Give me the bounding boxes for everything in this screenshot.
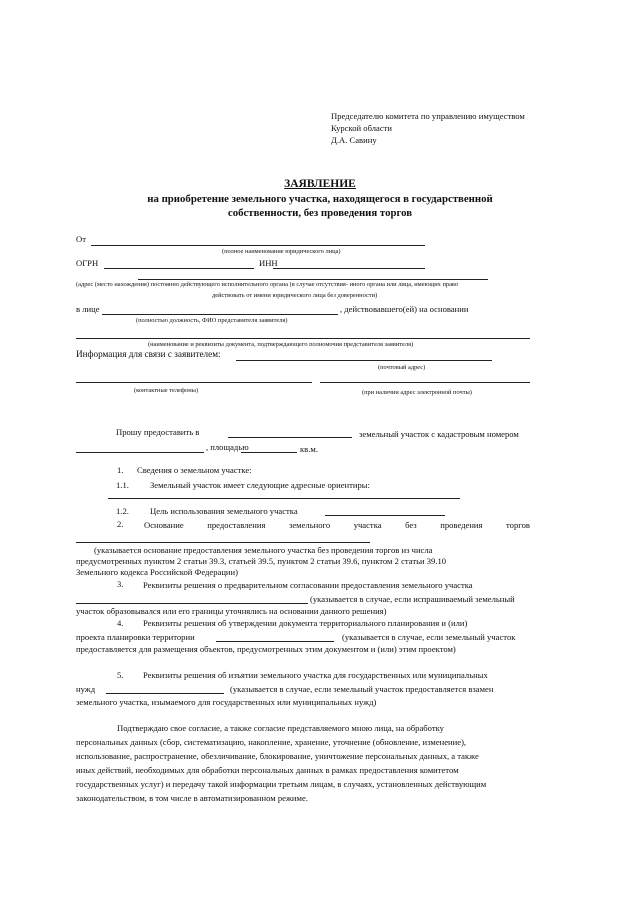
document-subtitle-1: на приобретение земельного участка, находящегося в государственной — [147, 193, 493, 205]
representative-field[interactable] — [102, 314, 338, 315]
document-title: ЗАЯВЛЕНИЕ — [284, 178, 356, 190]
planning-project-field[interactable] — [216, 641, 334, 642]
authority-document-hint: (наименование и реквизиты документа, подтверждающего полномочия представителя заявителя) — [148, 341, 414, 348]
person-label: в лице — [76, 304, 100, 314]
request-text-2: земельный участок с кадастровым номером — [359, 429, 519, 439]
section-1-2-number: 1.2. — [116, 506, 129, 516]
grounds-field[interactable] — [76, 542, 370, 543]
section-5-line-1: Реквизиты решения об изъятии земельного участка для государственных или муниципальных — [143, 670, 488, 680]
contact-info-label: Информация для связи с заявителем: — [76, 349, 221, 359]
section-2-word: земельного — [288, 520, 331, 530]
addressee-line-1: Председателю комитета по управлению имуществом — [331, 111, 525, 121]
section-1-number: 1. — [117, 465, 124, 475]
section-3-line-1: Реквизиты решения о предварительном согласовании предоставления земельного участка — [143, 580, 473, 590]
section-2-heading — [144, 520, 530, 530]
consent-line-2: персональных данных (сбор, систематизацию, накопление, хранение, уточнение (обновление, изменение), — [76, 737, 467, 747]
section-2-hint-3: Земельного кодекса Российской Федерации) — [76, 567, 238, 577]
applicant-name-hint: (полное наименование юридического лица) — [222, 248, 341, 255]
email-field[interactable] — [320, 382, 530, 383]
inn-label: ИНН — [259, 258, 278, 268]
acting-basis-label: , действовавшего(ей) на основании — [340, 304, 469, 314]
section-4-line-3: предоставляется для размещения объектов, предусмотренных этим документом и (или) этим проектом) — [76, 644, 456, 654]
section-4-line-2-label: проекта планировки территории — [76, 632, 195, 642]
section-1-title: Сведения о земельном участке: — [137, 465, 252, 475]
addressee-line-2: Курской области — [331, 123, 393, 133]
phone-hint: (контактные телефоны) — [134, 387, 199, 394]
postal-address-field[interactable] — [236, 360, 492, 361]
section-1-1-number: 1.1. — [116, 480, 129, 490]
section-5-line-2-label: нужд — [76, 684, 96, 694]
postal-address-hint: (почтовый адрес) — [378, 364, 426, 371]
section-1-2-text: Цель использования земельного участка — [150, 506, 298, 516]
inn-field[interactable] — [273, 268, 425, 269]
address-landmarks-field[interactable] — [108, 498, 460, 499]
address-hint-2: действовать от имени юридического лица без доверенности) — [212, 292, 378, 299]
section-2-number: 2. — [117, 519, 124, 529]
section-4-line-1: Реквизиты решения об утверждении документа территориального планирования и (или) — [143, 618, 468, 628]
section-5-line-3: земельного участка, изымаемого для государственных или муниципальных нужд) — [76, 697, 377, 707]
applicant-name-field[interactable] — [91, 245, 425, 246]
consent-line-3: использование, распространение, обезличивание, блокирование, уничтожение персональных данных, а также — [76, 751, 479, 761]
section-2-word: предоставления — [207, 520, 266, 530]
representative-hint: (полностью должность, ФИО представителя заявителя) — [136, 317, 288, 324]
section-2-word: участка — [353, 520, 382, 530]
section-2-word: без — [405, 520, 417, 530]
authority-field[interactable] — [228, 437, 352, 438]
email-hint: (при наличии адрес электронной почты) — [362, 389, 472, 396]
section-5-line-2-hint: (указывается в случае, если земельный участок предоставляется взамен — [230, 684, 494, 694]
preliminary-approval-field[interactable] — [76, 603, 308, 604]
address-field[interactable] — [138, 279, 488, 280]
section-2-word: Основание — [144, 520, 184, 530]
section-1-1-text: Земельный участок имеет следующие адресные ориентиры: — [150, 480, 370, 490]
ogrn-label: ОГРН — [76, 258, 99, 268]
consent-line-6: законодательством, в том числе в автоматизированном режиме. — [76, 793, 308, 803]
section-4-number: 4. — [117, 618, 124, 628]
section-2-hint-2: предусмотренных пунктом 2 статьи 39.3, статьей 39.5, пунктом 2 статьи 39.6, пунктом 2 статьи 39.10 — [76, 556, 447, 566]
request-text-1: Прошу предоставить в — [116, 427, 200, 437]
area-label: , площадью — [206, 442, 249, 452]
area-unit: кв.м. — [300, 444, 318, 454]
document-subtitle-2: собственности, без проведения торгов — [227, 207, 413, 219]
consent-line-4: иных действий, необходимых для обработки персональных данных в рамках предоставления комитетом — [76, 765, 459, 775]
address-hint-1: (адрес (место нахождения) постоянно действующего исполнительного органа (в случае отсутствия- иного органа или лица, имеющих право — [76, 281, 459, 288]
land-use-purpose-field[interactable] — [325, 515, 445, 516]
section-4-line-2-hint: (указывается в случае, если земельный участок — [342, 632, 516, 642]
seizure-decision-field[interactable] — [106, 693, 224, 694]
section-3-line-3: участок образовывался или его границы уточнялись на основании данного решения) — [76, 606, 387, 616]
consent-line-5: государственных услуг) и передачу такой информации третьим лицам, в случаях, установленных действующим — [76, 779, 487, 789]
authority-document-field[interactable] — [76, 338, 530, 339]
section-3-number: 3. — [117, 579, 124, 589]
addressee-line-3: Д.А. Савину — [331, 135, 377, 145]
section-2-hint-1: (указывается основание предоставления земельного участка без проведения торгов из числа — [94, 545, 433, 555]
section-3-line-2: (указывается в случае, если испрашиваемый земельный — [310, 594, 515, 604]
area-field[interactable] — [241, 452, 297, 453]
section-5-number: 5. — [117, 670, 124, 680]
section-2-word: торгов — [506, 520, 530, 530]
cadastral-number-field[interactable] — [76, 452, 204, 453]
ogrn-field[interactable] — [104, 268, 254, 269]
phone-field[interactable] — [76, 382, 312, 383]
from-label: От — [76, 234, 86, 244]
section-2-word: проведения — [440, 520, 483, 530]
consent-line-1: Подтверждаю свое согласие, а также согласие представляемого мною лица, на обработку — [117, 723, 444, 733]
